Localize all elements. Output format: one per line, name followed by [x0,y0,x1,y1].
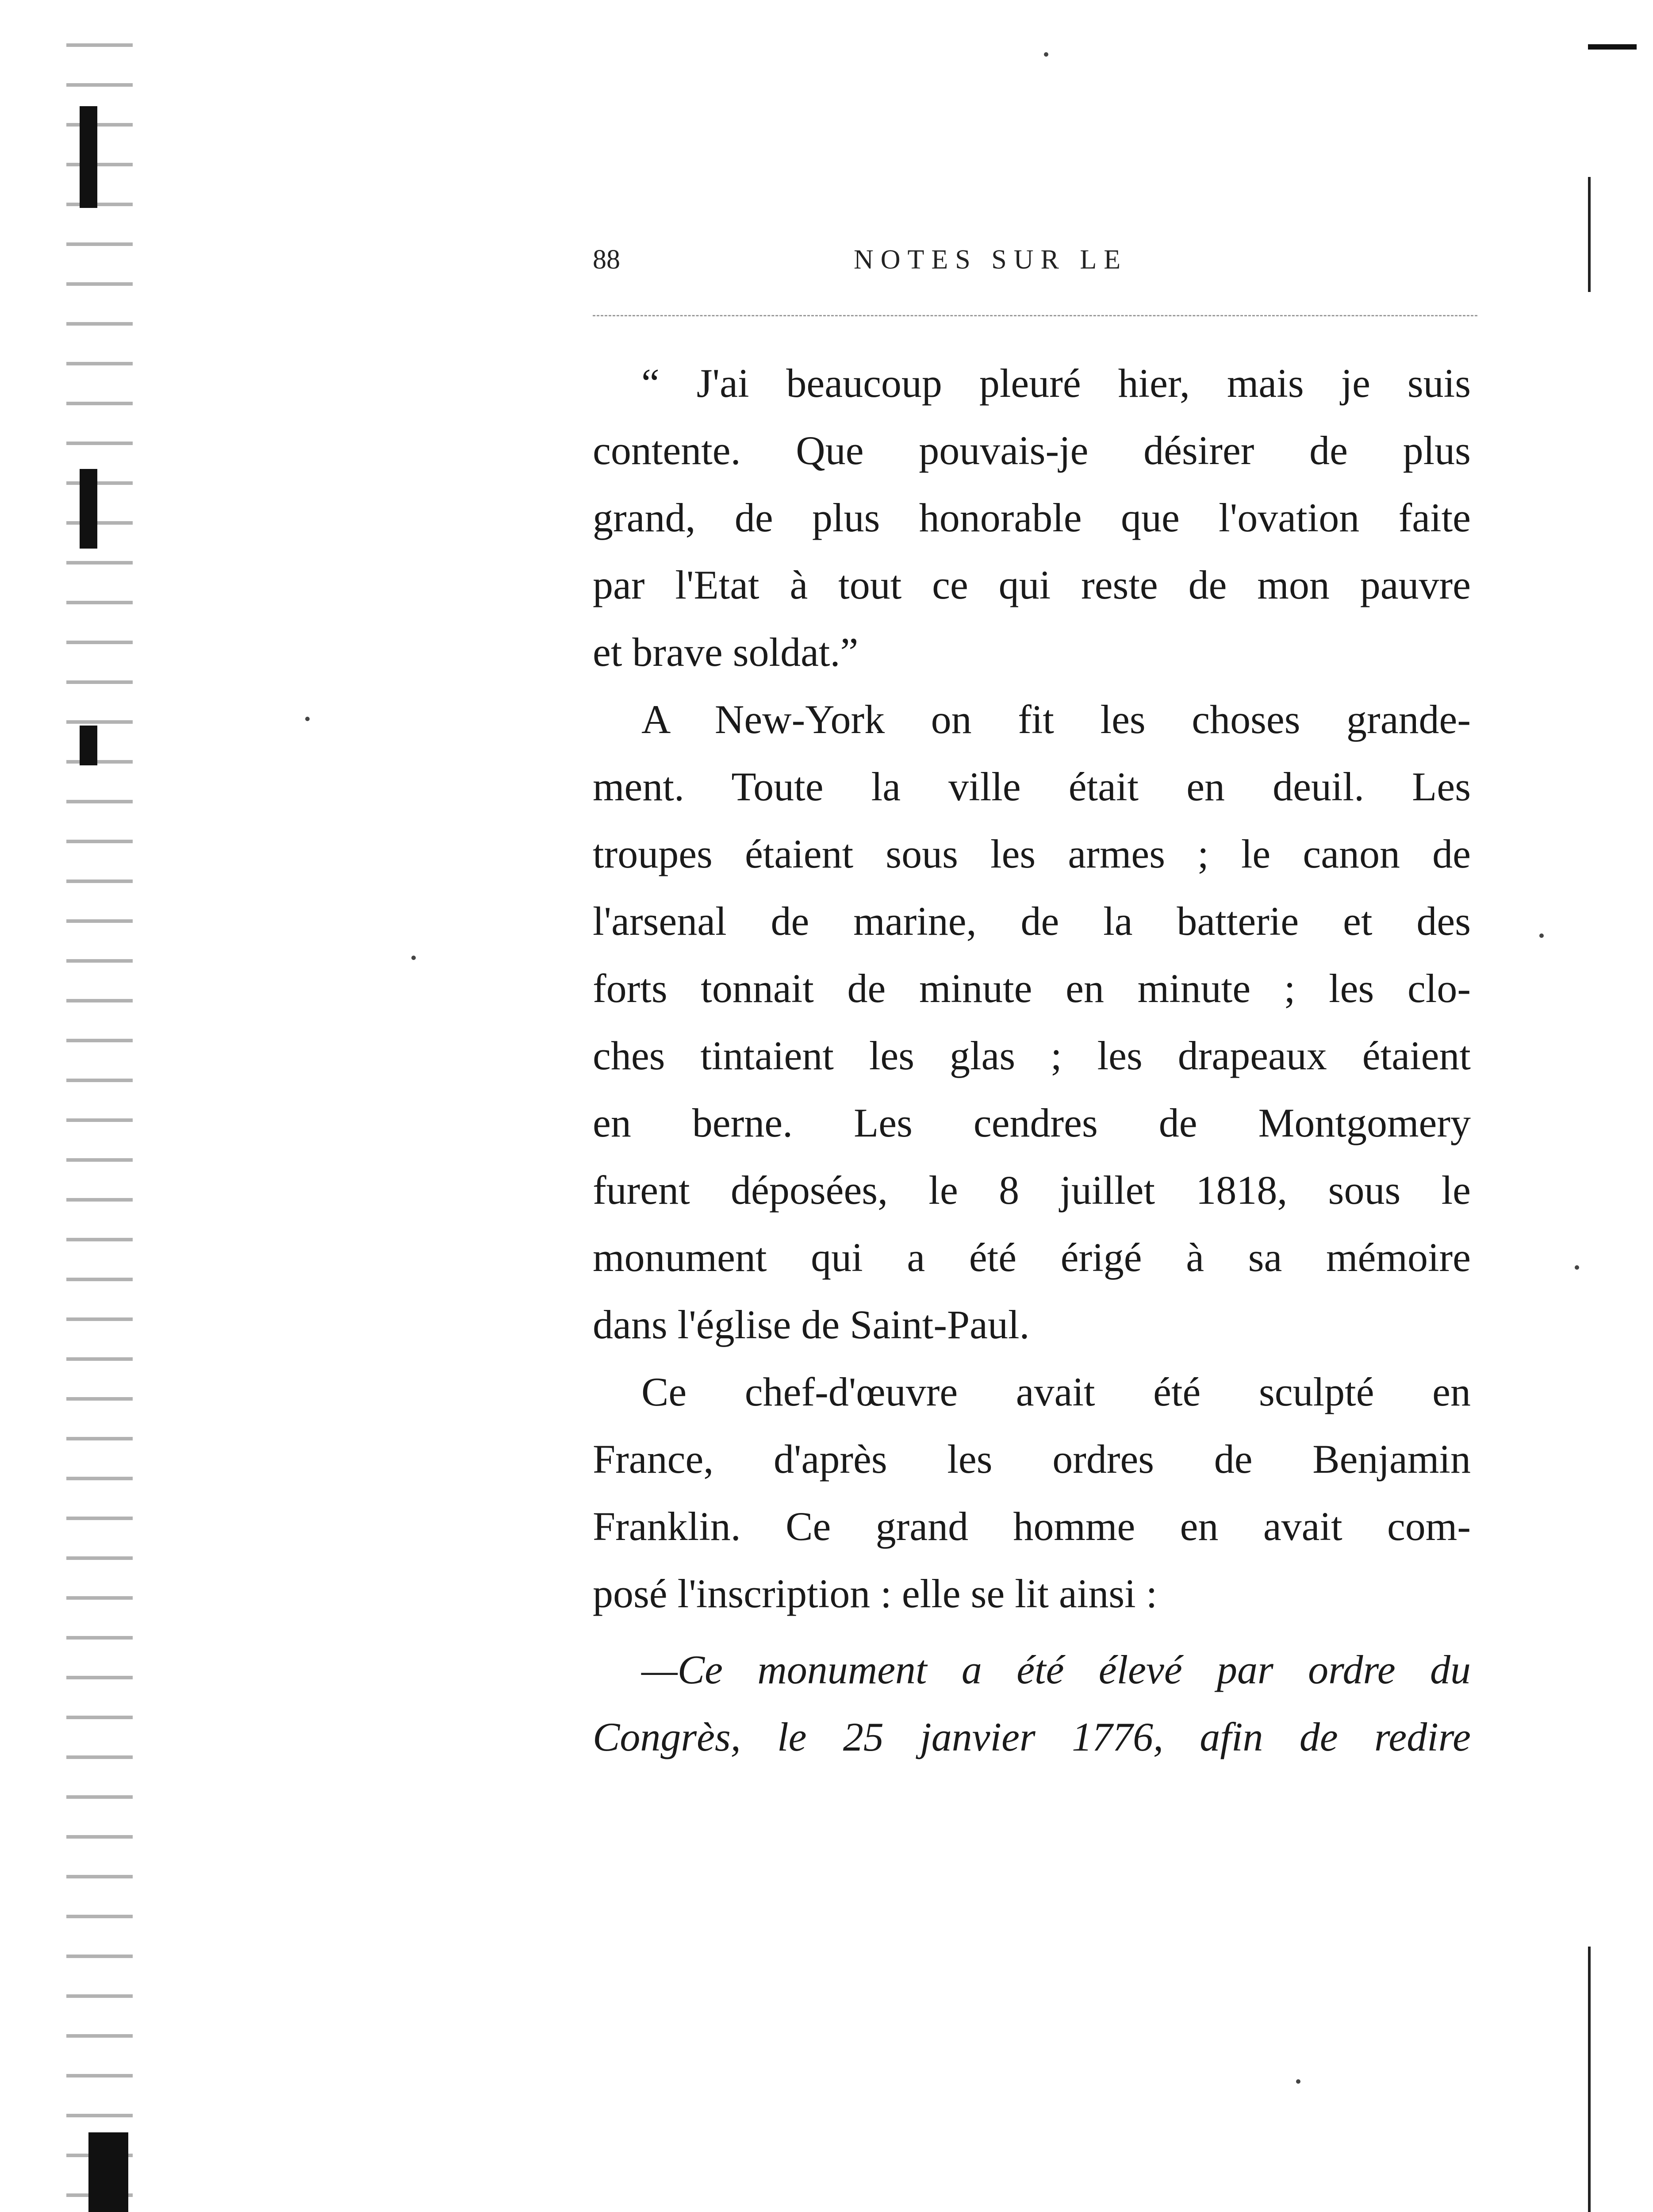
scan-speck [1296,2079,1300,2084]
text-line: monument qui a été érigé à sa mémoire [593,1235,1471,1280]
text-line: l'arsenal de marine, de la batterie et des [593,899,1471,944]
text-line: forts tonnait de minute en minute ; les clo- [593,966,1471,1011]
scan-speck [1044,52,1048,57]
inscription-line: Congrès, le 25 janvier 1776, afin de redire [593,1714,1471,1759]
scan-speck [1539,933,1544,938]
scan-edge-right [1588,1947,1591,2212]
text-line: furent déposées, le 8 juillet 1818, sous le [593,1167,1471,1213]
text-line: France, d'après les ordres de Benjamin [593,1436,1471,1482]
scan-edge-mark [1588,44,1637,50]
scan-speck [411,956,416,960]
scan-edge-mark [80,106,97,208]
text-line: ment. Toute la ville était en deuil. Les [593,764,1471,809]
text-line: par l'Etat à tout ce qui reste de mon pauvre [593,562,1471,607]
text-line: et brave soldat.” [593,630,859,675]
text-line: A New-York on fit les choses grande- [641,697,1471,742]
text-line: Ce chef-d'œuvre avait été sculpté en [641,1369,1471,1414]
text-line: “ J'ai beaucoup pleuré hier, mais je suis [641,361,1471,406]
paragraph-gap [593,1627,1471,1636]
text-line: Franklin. Ce grand homme en avait com- [593,1504,1471,1549]
scan-edge-mark [80,726,97,765]
header-rule [593,315,1477,316]
text-line: contente. Que pouvais-je désirer de plus [593,428,1471,473]
text-line: en berne. Les cendres de Montgomery [593,1100,1471,1145]
scan-edge-right [1588,177,1591,292]
text-line: grand, de plus honorable que l'ovation faite [593,495,1471,540]
text-line: posé l'inscription : elle se lit ainsi : [593,1571,1158,1616]
text-line: dans l'église de Saint-Paul. [593,1302,1030,1347]
scan-edge-mark [80,469,97,549]
body-text [593,349,1471,1770]
page-header [593,244,1482,280]
page-number: 88 [593,245,620,275]
running-head: NOTES SUR LE [854,245,1128,275]
scan-speck [1575,1265,1579,1270]
scan-speck [305,717,310,721]
scan-edge-mark [88,2132,128,2212]
scan-edge-left [66,27,133,2212]
text-line: ches tintaient les glas ; les drapeaux étaient [593,1033,1471,1078]
text-line: troupes étaient sous les armes ; le canon de [593,831,1471,876]
inscription-line: —Ce monument a été élevé par ordre du [641,1647,1471,1692]
